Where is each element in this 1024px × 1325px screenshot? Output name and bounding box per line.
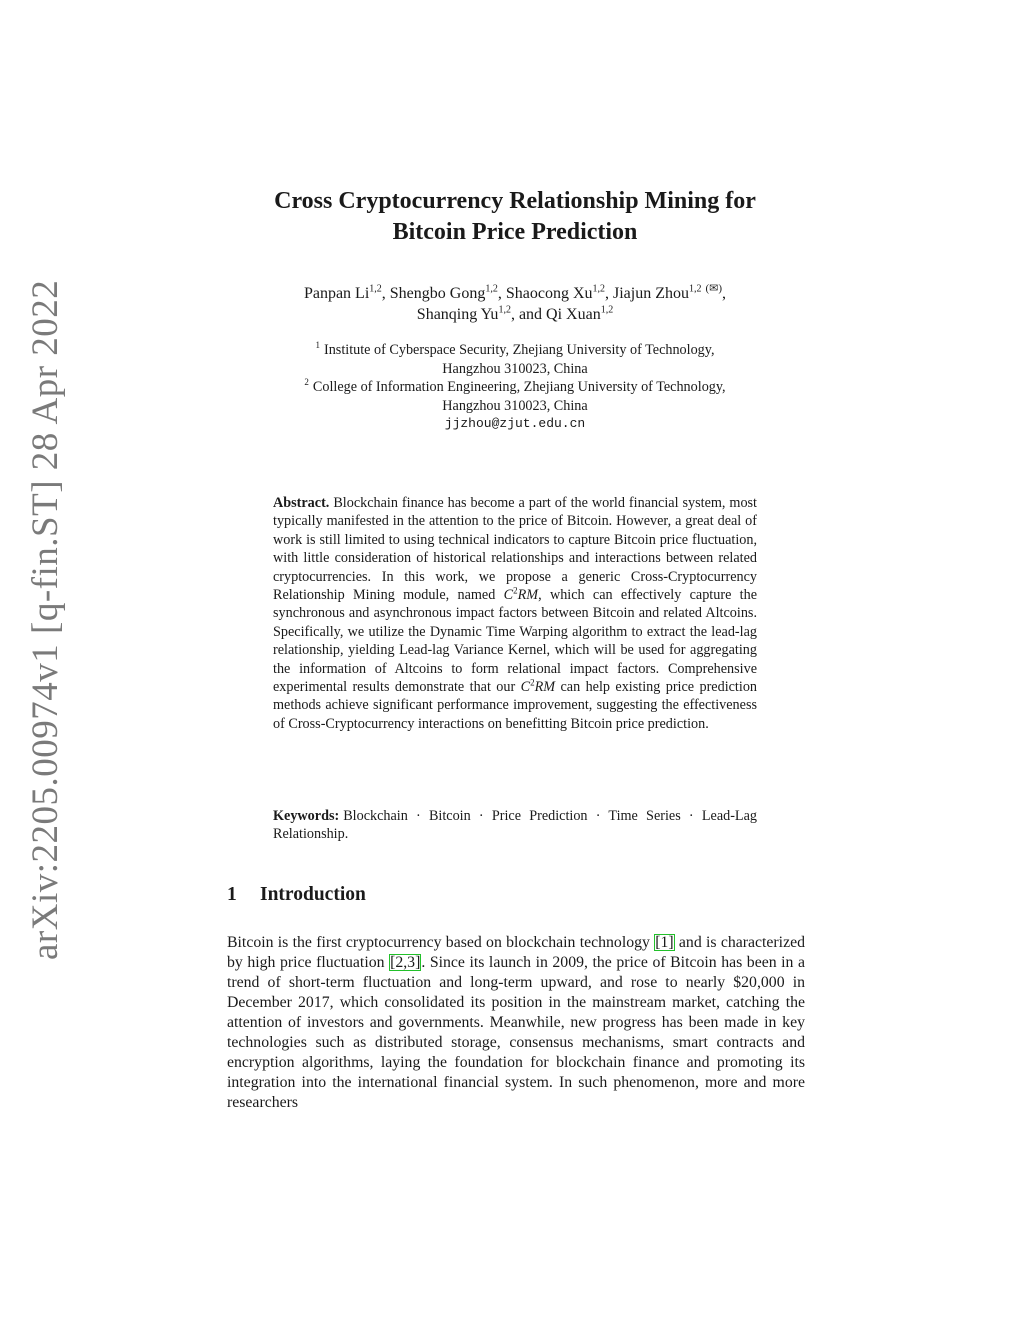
title-line-2: Bitcoin Price Prediction: [392, 219, 638, 245]
introduction-paragraph: [227, 933, 805, 1113]
mail-icon: (✉): [705, 282, 723, 295]
author-name: Shaocong Xu: [505, 285, 593, 302]
author-name: Shanqing Yu: [416, 306, 499, 323]
affiliation-1-line-1: [200, 341, 830, 360]
intro-text: Bitcoin is the first cryptocurrency based on blockchain technology: [227, 934, 650, 951]
intro-text: . Since its launch in 2009, the price of Bitcoin has been in a trend of short-term fluctuation and long-term upward, and rose to nearly $20,000 in December 2017, which consolidated its position in the mainstream market, catching the attention of investors and governments. Meanwhile, new progress has been made in key technologies such as distributed storage, consensus mechanisms, smart contracts and encryption algorithms, laying the foundation for blockchain finance and promoting its integration into the international financial system. In such phenomenon, more and more researchers: [227, 954, 806, 1111]
abstract-label: Abstract.: [273, 495, 330, 511]
method-name-math: $C^2RM$: [503, 585, 539, 604]
author-affiliation-mark: 1,2: [689, 283, 702, 295]
abstract-text-2: , which can effectively capture the synchronous and asynchronous impact factors between Bitcoin and related Altcoins. Specifically, we utilize the Dynamic Time Warping algorithm to extract the lead-lag relationship, yielding Lead-lag Variance Kernel, which will be used for aggregating the information of Altcoins to form relational impact factors. Comprehensive experimental results demonstrate that our: [273, 587, 757, 696]
paper-title: [200, 186, 830, 248]
keywords: [273, 807, 757, 844]
affiliation-mark: 1: [315, 340, 320, 351]
affiliation-2-line-2: Hangzhou 310023, China: [442, 397, 588, 414]
affiliation-text: College of Information Engineering, Zhejiang University of Technology,: [312, 379, 726, 395]
abstract-text-3: can help existing price prediction methods achieve significant performance improvement, suggesting the effectiveness of Cross-Cryptocurrency interactions on benefitting Bitcoin price prediction.: [273, 679, 758, 732]
title-line-1: Cross Cryptocurrency Relationship Mining for: [274, 188, 756, 214]
abstract: [273, 494, 757, 733]
author-name: Shengbo Gong: [389, 285, 486, 302]
author-affiliation-mark: 1,2: [600, 304, 614, 316]
method-name-math: $C^2RM$: [520, 677, 556, 696]
author-name: Jiajun Zhou: [613, 285, 689, 302]
author-affiliation-mark: 1,2: [498, 304, 511, 316]
author-name: Qi Xuan: [546, 306, 601, 323]
keywords-label: Keywords:: [273, 808, 340, 824]
arxiv-identifier-stamp: arXiv:2205.00974v1 [q-fin.ST] 28 Apr 2022: [25, 279, 66, 960]
section-number: 1: [227, 884, 237, 905]
affiliation-mark: 2: [304, 377, 309, 388]
author-line-1: Panpan Li$^{1,2}$, Shengbo Gong$^{1,2}$, Shaocong Xu$^{1,2}$, Jiajun Zhou$^{1,2}$ (✉),: [303, 282, 727, 302]
citation-link[interactable]: [2,3]: [390, 954, 421, 971]
author-list: [200, 283, 830, 325]
intro-text: and is characterized by high price fluctuation: [227, 934, 805, 971]
author-affiliation-mark: 1,2: [485, 283, 498, 295]
author-conjunction: and: [518, 306, 543, 323]
corresponding-email[interactable]: jjzhou@zjut.edu.cn: [444, 416, 586, 431]
citation-link[interactable]: [1]: [655, 934, 674, 951]
author-affiliation-mark: 1,2: [369, 283, 382, 295]
affiliation-2-line-1: [200, 378, 830, 397]
section-title: Introduction: [260, 884, 366, 905]
affiliation-block: [200, 341, 830, 434]
author-line-2: Shanqing Yu$^{1,2}$, and Qi Xuan$^{1,2}$: [416, 304, 614, 323]
affiliation-1-line-2: Hangzhou 310023, China: [442, 360, 588, 377]
affiliation-text: Institute of Cyberspace Security, Zhejiang University of Technology,: [323, 342, 715, 358]
abstract-text-1: Blockchain finance has become a part of the world financial system, most typically manifested in the attention to the price of Bitcoin. However, a great deal of work is still limited to using technical indicators to capture Bitcoin price fluctuation, with little consideration of historical relationships and interactions between related cryptocurrencies. In this work, we propose a generic Cross-Cryptocurrency Relationship Mining module, named: [273, 495, 757, 604]
author-name: Panpan Li: [303, 285, 370, 302]
keywords-text: Blockchain · Bitcoin · Price Prediction · Time Series · Lead-Lag Relationship.: [273, 808, 757, 843]
author-affiliation-mark: 1,2: [592, 283, 605, 295]
section-heading: [227, 883, 807, 907]
